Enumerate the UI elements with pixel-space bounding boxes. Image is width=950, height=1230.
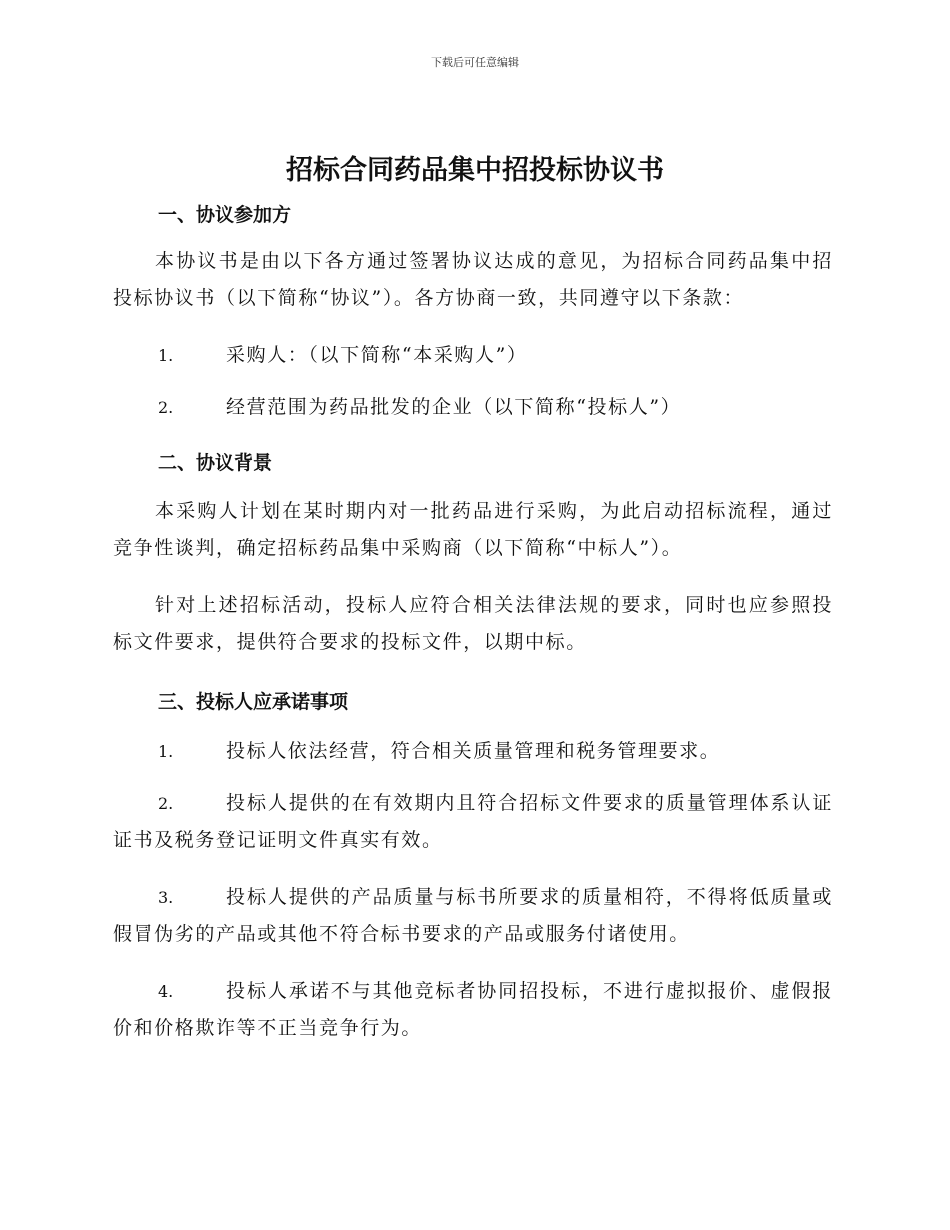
list-item-number: 1. xyxy=(158,346,174,365)
list-item-text: 经营范围为药品批发的企业（以下简称“投标人”） xyxy=(226,396,682,418)
section-heading-background: 二、协议背景 xyxy=(158,452,273,474)
list-item xyxy=(113,389,833,426)
list-item xyxy=(113,973,833,1047)
list-item-text: 投标人依法经营，符合相关质量管理和税务管理要求。 xyxy=(226,740,721,762)
list-item-number: 4. xyxy=(158,982,174,1001)
list-item xyxy=(113,879,833,953)
list-item-text: 投标人承诺不与其他竞标者协同招投标，不进行虚拟报价、虚假报价和价格欺诈等不正当竞争行为。 xyxy=(113,980,833,1039)
section-paragraph-background-1: 本采购人计划在某时期内对一批药品进行采购，为此启动招标流程，通过竞争性谈判，确定招标药品集中采购商（以下简称“中标人”）。 xyxy=(113,500,833,559)
list-item xyxy=(113,733,833,770)
section-heading-commitments: 三、投标人应承诺事项 xyxy=(158,691,349,713)
list-item-number: 2. xyxy=(158,398,174,417)
document-title: 招标合同药品集中招投标协议书 xyxy=(286,155,664,186)
list-item-text: 投标人提供的产品质量与标书所要求的质量相符，不得将低质量或假冒伪劣的产品或其他不符合标书要求的产品或服务付诸使用。 xyxy=(113,886,833,945)
section-paragraph-parties: 本协议书是由以下各方通过签署协议达成的意见，为招标合同药品集中招投标协议书（以下简称“协议”）。各方协商一致，共同遵守以下条款： xyxy=(113,250,833,309)
list-item-number: 2. xyxy=(158,794,174,813)
section-paragraph-background-2: 针对上述招标活动，投标人应符合相关法律法规的要求，同时也应参照投标文件要求，提供符合要求的投标文件，以期中标。 xyxy=(113,594,833,653)
list-item-number: 1. xyxy=(158,742,174,761)
section-heading-parties: 一、协议参加方 xyxy=(158,204,292,226)
header-note: 下载后可任意编辑 xyxy=(431,56,519,69)
list-item-text: 投标人提供的在有效期内且符合招标文件要求的质量管理体系认证证书及税务登记证明文件真实有效。 xyxy=(113,792,833,851)
list-item xyxy=(113,785,833,859)
list-item-number: 3. xyxy=(158,888,174,907)
list-item-text: 采购人：（以下简称“本采购人”） xyxy=(226,344,528,366)
list-item xyxy=(113,337,833,374)
